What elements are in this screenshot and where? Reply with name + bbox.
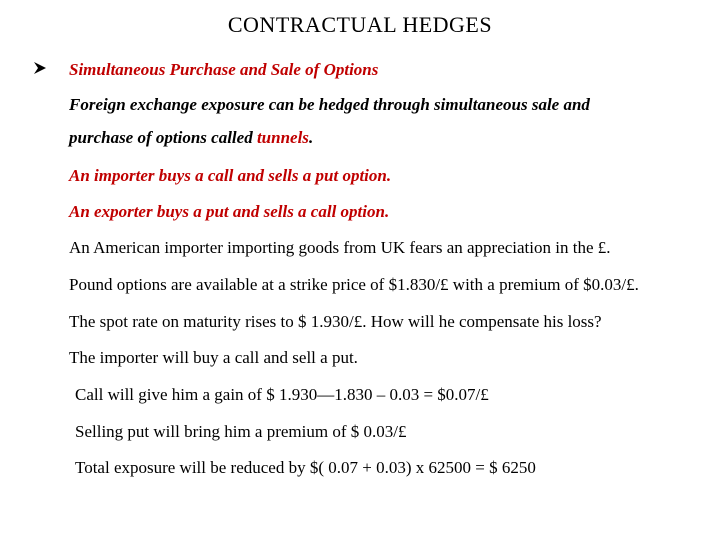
paragraph-line-2-prefix: purchase of options called [69,128,257,147]
example-line-4: The importer will buy a call and sell a put. [69,348,358,367]
example-line-3: The spot rate on maturity rises to $ 1.930/£. How will he compensate his loss? [69,312,602,331]
slide-title: CONTRACTUAL HEDGES [227,12,493,37]
example-line-1: An American importer importing goods from UK fears an appreciation in the £. [69,238,611,257]
exporter-rule: An exporter buys a put and sells a call option. [69,202,390,221]
calc-line-3: Total exposure will be reduced by $( 0.07 + 0.03) x 62500 = $ 6250 [75,458,536,477]
tunnels-keyword: tunnels [256,128,309,147]
arrowhead-bullet-icon [33,61,47,80]
paragraph-line-2-suffix: . [308,128,314,147]
paragraph-line-2 [69,128,313,148]
importer-rule: An importer buys a call and sells a put option. [69,166,392,185]
example-line-2: Pound options are available at a strike price of $1.830/£ with a premium of $0.03/£. [69,275,639,294]
calc-line-2: Selling put will bring him a premium of $ 0.03/£ [75,422,407,441]
paragraph-line-1: Foreign exchange exposure can be hedged through simultaneous sale and [69,95,590,114]
bullet-heading: Simultaneous Purchase and Sale of Options [69,60,379,79]
calc-line-1: Call will give him a gain of $ 1.930—1.830 – 0.03 = $0.07/£ [75,385,489,404]
